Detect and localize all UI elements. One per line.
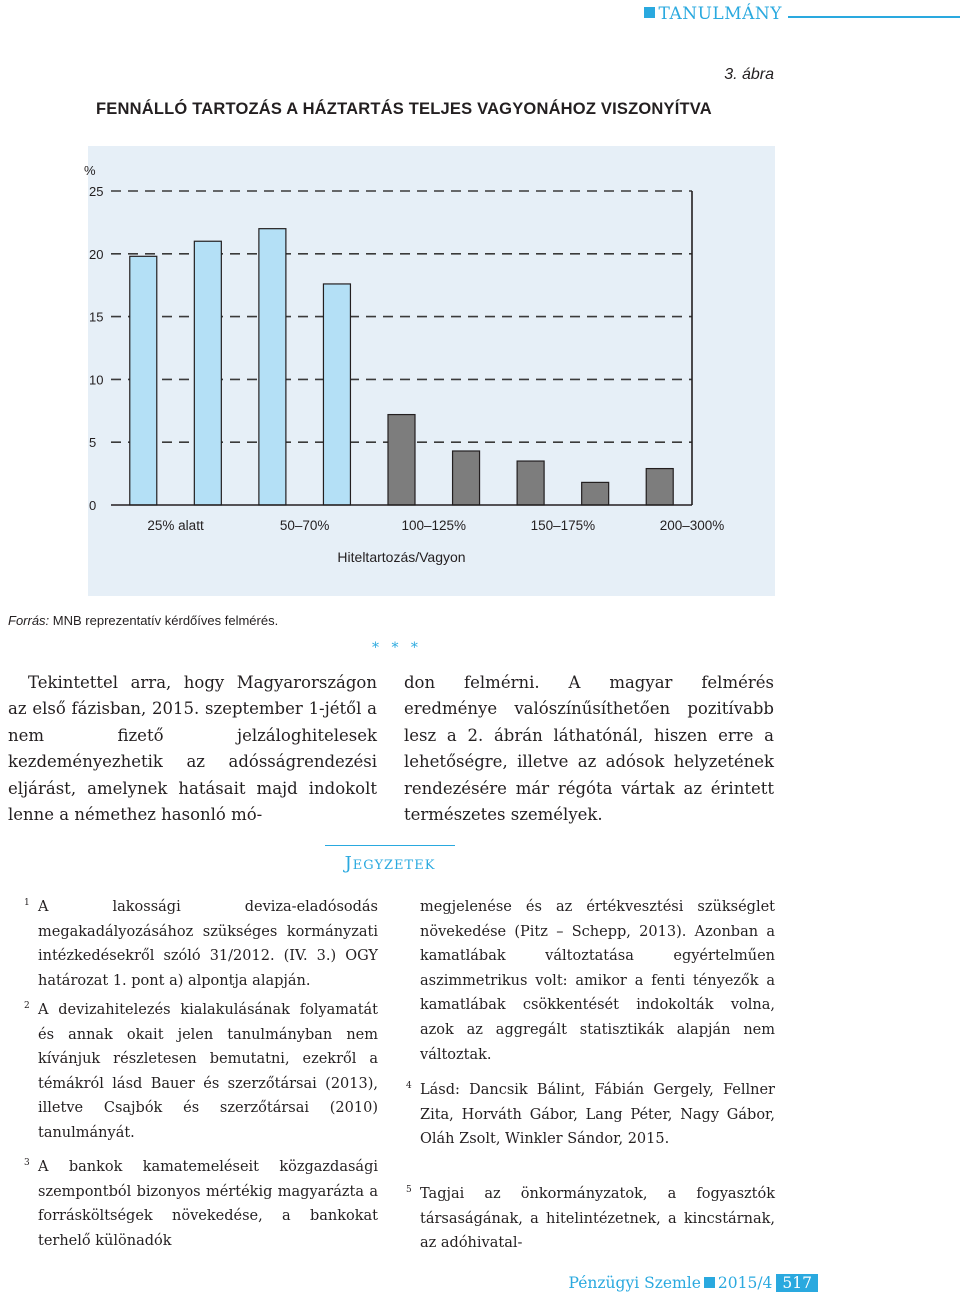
source-label: Forrás:	[8, 613, 50, 628]
source-text: MNB reprezentatív kérdőíves felmérés.	[49, 613, 279, 628]
footnote-text: A bankok kamatemeléseit közgazdasági szempontból bizonyos mértékig magyarázta a forrásköltségek növekedése, a bankokat terhelő különadók	[38, 1159, 378, 1249]
footnote-3	[24, 1155, 378, 1253]
bar	[517, 461, 544, 505]
footnote-number: 3	[24, 1158, 30, 1168]
bar	[453, 451, 480, 505]
bar	[259, 229, 286, 505]
figure-title: FENNÁLLÓ TARTOZÁS A HÁZTARTÁS TELJES VAGYONÁHOZ VISZONYÍTVA	[96, 100, 712, 118]
bar	[323, 284, 350, 505]
square-icon	[644, 7, 655, 18]
section-rule	[788, 16, 960, 18]
bar	[130, 256, 157, 505]
bar	[194, 241, 221, 505]
bar	[646, 469, 673, 505]
footnote-number: 4	[406, 1081, 412, 1091]
x-tick-label: 150–175%	[530, 518, 596, 533]
footnote-5	[406, 1182, 775, 1256]
bar	[582, 482, 609, 505]
x-tick-label: 25% alatt	[147, 518, 204, 533]
chart	[84, 146, 775, 596]
x-tick-label: 200–300%	[659, 518, 725, 533]
footnote-number: 2	[24, 1001, 30, 1011]
body-column-right	[404, 670, 774, 828]
bar	[388, 415, 415, 505]
figure-number: 3. ábra	[724, 66, 774, 83]
x-tick-label: 100–125%	[401, 518, 467, 533]
x-axis-title: Hiteltartozás/Vagyon	[337, 549, 466, 565]
y-tick-label: 15	[89, 309, 104, 325]
footnote-text: Tagjai az önkormányzatok, a fogyasztók társaságának, a hitelintézetnek, a kincstárnak, az adóhivatal-	[420, 1186, 775, 1252]
page-footer	[568, 1274, 818, 1292]
footnote-2	[24, 998, 378, 1146]
footnote-number: 1	[24, 898, 30, 908]
y-axis-unit: %	[84, 163, 96, 178]
journal-issue: 2015/4	[717, 1274, 773, 1292]
page-number: 517	[776, 1274, 818, 1292]
body-paragraph-left: Tekintettel arra, hogy Magyarországon az első fázisban, 2015. szeptember 1-jétől a nem fizető jelzáloghitelesek kezdeményezhetik az adósságrendezési eljárást, amelynek hatásait majd indokolt lenne a némethez hasonló mó-	[8, 673, 377, 825]
x-tick-label: 50–70%	[279, 518, 330, 533]
y-tick-label: 25	[89, 184, 104, 199]
notes-heading: Jegyzetek	[344, 853, 436, 874]
journal-name: Pénzügyi Szemle	[568, 1274, 701, 1292]
y-tick-label: 0	[89, 498, 97, 513]
y-tick-label: 10	[89, 372, 104, 388]
square-icon	[704, 1277, 715, 1288]
footnote-1	[24, 895, 378, 993]
footnote-text: A devizahitelezés kialakulásának folyamatát és annak okait jelen tanulmányban nem kívánjuk részletesen bemutatni, ezekről a témákról lásd Bauer és szerzőtársai (2013), illetve Csajbók és szerzőtársai (2010) tanulmányát.	[38, 1002, 378, 1141]
section-separator: * * *	[372, 640, 422, 656]
figure-source	[8, 613, 278, 628]
footnote-3-continued	[420, 895, 775, 1067]
body-paragraph-right: don felmérni. A magyar felmérés eredménye valószínűsíthetően pozitívabb lesz a 2. ábrán láthatónál, hiszen erre a lehetőségre, illetve az adósok helyzetének rendezésére már régóta vártak az érintett természetes személyek.	[404, 673, 774, 825]
footnote-text: megjelenése és az értékvesztési szükséglet növekedése (Pitz – Schepp, 2013). Azonban a kamatlábak változtatása egyértelműen aszimmetrikus volt: amikor a fenti tényezők a kamatlábak csökkentését indokolták volna, azok az aggregált statisztikák alapján nem változtak.	[420, 899, 775, 1063]
section-label-text: TANULMÁNY	[658, 4, 782, 24]
footnote-text: Lásd: Dancsik Bálint, Fábián Gergely, Fellner Zita, Horváth Gábor, Lang Péter, Nagy Gábor, Oláh Zsolt, Winkler Sándor, 2015.	[420, 1082, 775, 1148]
bar-chart-svg	[84, 146, 775, 596]
footnote-4	[406, 1078, 775, 1152]
footnote-text: A lakossági deviza-eladósodás megakadályozásához szükséges kormányzati intézkedésekről szóló 31/2012. (IV. 3.) OGY határozat 1. pont a) alpontja alapján.	[38, 899, 378, 989]
body-column-left	[8, 670, 377, 828]
y-tick-label: 20	[89, 246, 104, 262]
section-label	[640, 4, 782, 24]
y-tick-label: 5	[89, 435, 97, 451]
notes-rule	[325, 845, 455, 846]
footnote-number: 5	[406, 1185, 412, 1195]
